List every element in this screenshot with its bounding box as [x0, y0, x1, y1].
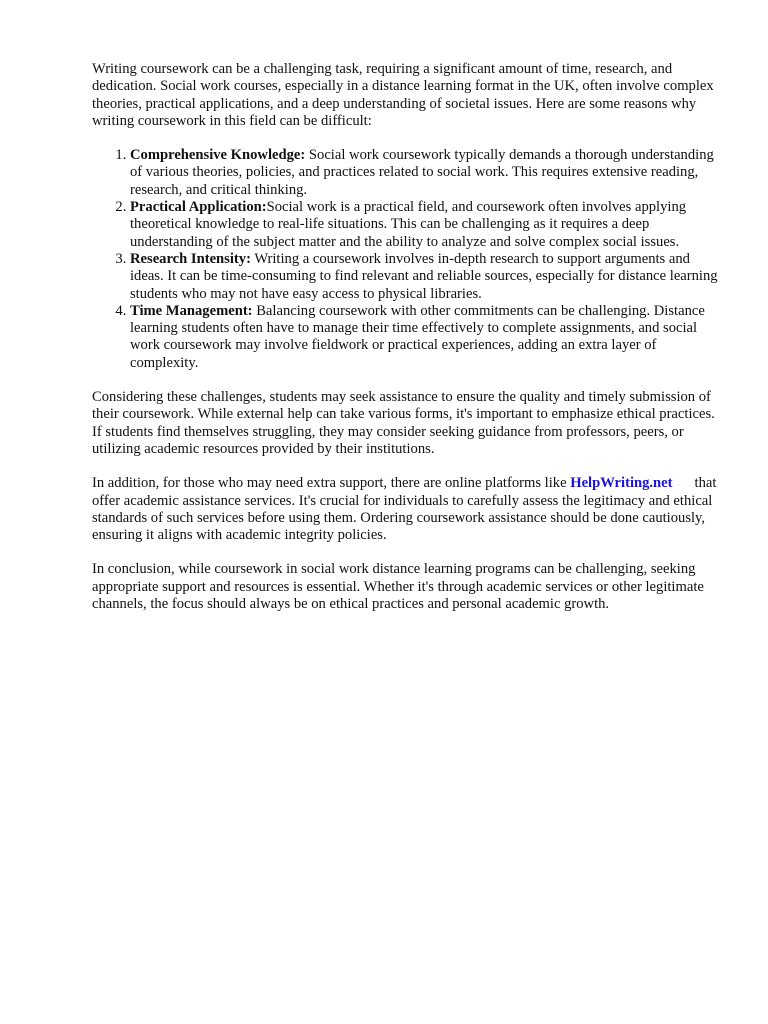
considering-paragraph: Considering these challenges, students may seek assistance to ensure the quality and timely submission of their coursework. While external help can take various forms, it's important to emphasize ethical practices. If students find themselves struggling, they may consider seeking guidance from professors, peers, or utilizing academic resources provided by their institutions.: [92, 389, 715, 457]
list-item-text: Balancing coursework with other commitments can be challenging. Distance learning students often have to manage their time effectively to complete assignments, and social work coursework may involve fieldwork or practical experiences, adding an extra layer of complexity.: [130, 302, 705, 371]
addition-paragraph: [92, 475, 718, 544]
addition-text-before: In addition, for those who may need extra support, there are online platforms like: [92, 475, 571, 492]
intro-paragraph: Writing coursework can be a challenging task, requiring a significant amount of time, research, and dedication. Social work courses, especially in a distance learning format in the UK, often involve complex theories, practical applications, and a deep understanding of societal issues. Here are some reasons why writing coursework in this field can be difficult:: [92, 61, 714, 129]
list-item-term: Comprehensive Knowledge:: [130, 147, 306, 164]
list-item: [130, 199, 718, 251]
list-item: [130, 303, 718, 372]
document-body: [92, 61, 718, 630]
list-item-term: Time Management:: [130, 302, 253, 319]
list-item-term: Practical Application:: [130, 199, 267, 216]
list-item-text: Social work coursework typically demands a thorough understanding of various theories, policies, and practices related to social work. This requires extensive reading, research, and critical thinking.: [130, 147, 714, 198]
reasons-list: [92, 147, 718, 372]
list-item-text: Writing a coursework involves in-depth research to support arguments and ideas. It can be time-consuming to find relevant and reliable sources, especially for distance learning students who may not have easy access to physical libraries.: [130, 250, 718, 302]
list-item: [130, 251, 718, 303]
addition-text-after: that offer academic assistance services. It's crucial for individuals to carefully assess the legitimacy and ethical standards of such services before using them. Ordering coursework assistance should be done cautiously, ensuring it aligns with academic integrity policies.: [92, 475, 717, 544]
list-item-text: Social work is a practical field, and coursework often involves applying theoretical knowledge to real-life situations. This can be challenging as it requires a deep understanding of the subject matter and the ability to analyze and solve complex social issues.: [130, 199, 687, 250]
list-item: [130, 147, 718, 199]
list-item-term: Research Intensity:: [130, 250, 251, 267]
helpwriting-link[interactable]: HelpWriting.net: [570, 475, 673, 492]
conclusion-paragraph: In conclusion, while coursework in social work distance learning programs can be challenging, seeking appropriate support and resources is essential. Whether it's through academic services or other legitimate channels, the focus should always be on ethical practices and personal academic growth.: [92, 561, 704, 613]
